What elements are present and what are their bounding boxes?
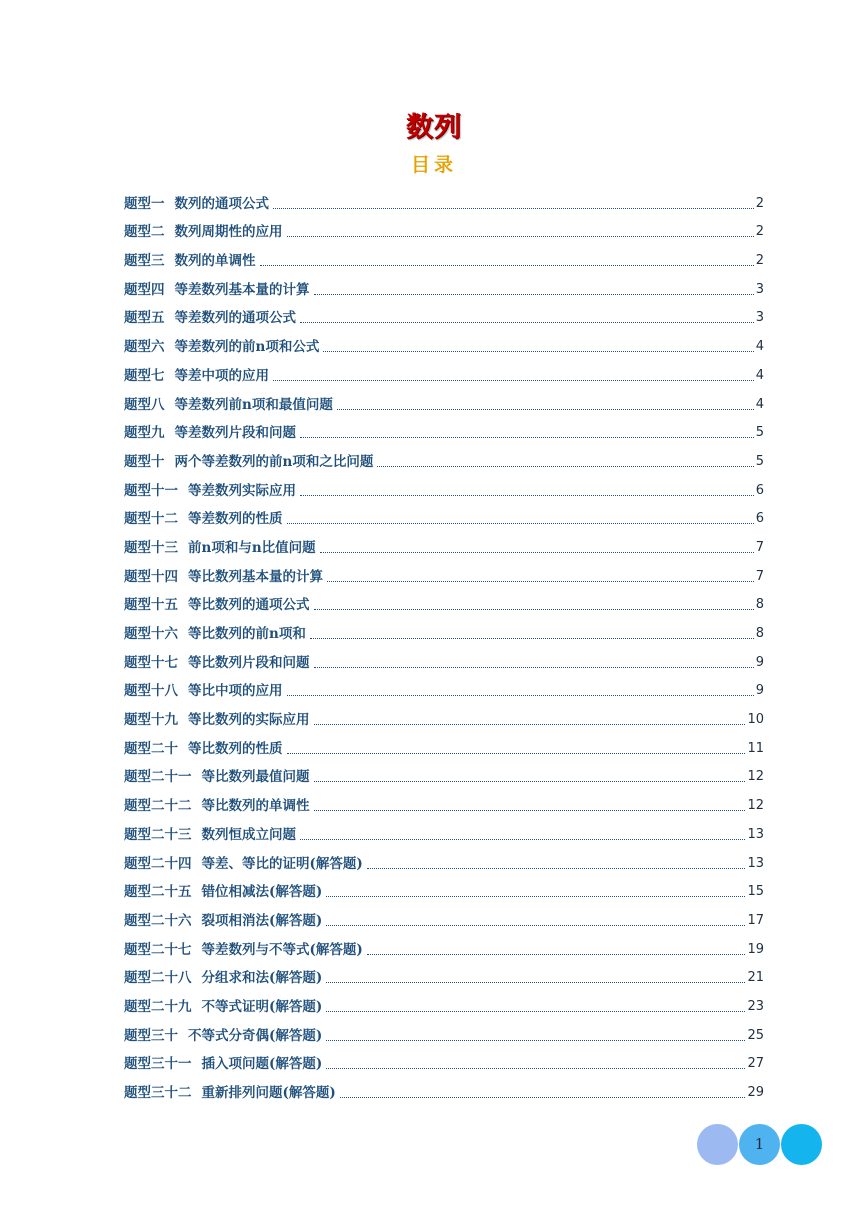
toc-entry-topic: 等比数列的性质 (188, 740, 283, 757)
toc-entry-label: 题型十二 (124, 511, 178, 528)
toc-dot-leader (300, 322, 754, 323)
toc-dot-leader (273, 380, 754, 381)
toc-entry-page: 9 (755, 683, 764, 699)
toc-entry-topic: 等比数列的通项公式 (188, 597, 310, 614)
toc-entry-label: 题型二十四 (124, 855, 192, 872)
toc-entry-page: 2 (755, 253, 764, 269)
toc-entry-label: 题型二 (124, 224, 165, 241)
toc-entry[interactable] (124, 643, 764, 672)
toc-entry-label: 题型二十三 (124, 826, 192, 843)
toc-entry-label: 题型十四 (124, 568, 178, 585)
toc-entry-page: 17 (747, 912, 764, 928)
toc-entry-label: 题型三十二 (124, 1085, 192, 1101)
toc-entry-page: 5 (755, 453, 764, 469)
toc-dot-leader (314, 781, 746, 782)
toc-dot-leader (314, 609, 754, 610)
toc-entry-page: 2 (755, 224, 764, 240)
toc-entry-topic: 插入项问题(解答题) (201, 1056, 323, 1073)
toc-entry-page: 27 (747, 1056, 764, 1072)
toc-dot-leader (314, 294, 754, 295)
page-number: 1 (754, 1135, 765, 1153)
toc-entry-label: 题型十八 (124, 683, 178, 700)
toc-entry-label: 题型九 (124, 425, 165, 442)
toc-entry-label: 题型三十 (124, 1027, 178, 1044)
toc-entry-page: 12 (747, 798, 764, 814)
toc-entry-topic: 等比中项的应用 (188, 683, 283, 700)
toc-entry-label: 题型十六 (124, 626, 178, 642)
toc-entry-page: 3 (755, 281, 764, 297)
toc-entry-label: 题型二十一 (124, 769, 192, 786)
toc-entry[interactable] (124, 557, 764, 586)
toc-entry-page: 13 (747, 826, 764, 842)
toc-dot-leader (320, 552, 754, 553)
toc-entry[interactable] (124, 672, 764, 701)
toc-entry-topic: 分组求和法(解答题) (201, 970, 323, 987)
toc-dot-leader (326, 925, 745, 926)
toc-entry[interactable] (124, 270, 764, 299)
toc-entry[interactable] (124, 213, 764, 242)
toc-dot-leader (273, 208, 754, 209)
toc-entry-page: 7 (755, 539, 764, 555)
toc-entry-page: 6 (755, 511, 764, 527)
toc-entry-topic: 等差数列的前n项和公式 (174, 339, 320, 356)
toc-dot-leader (287, 236, 754, 237)
toc-entry[interactable] (124, 873, 764, 902)
toc-entry-topic: 错位相减法(解答题) (201, 884, 323, 901)
toc-dot-leader (300, 495, 754, 496)
toc-entry-page: 23 (747, 998, 764, 1014)
toc-entry-label: 题型二十二 (124, 798, 192, 815)
toc-entry-topic: 数列的单调性 (174, 253, 256, 270)
toc-entry-label: 题型二十八 (124, 970, 192, 987)
toc-entry-topic: 等差、等比的证明(解答题) (201, 855, 363, 872)
toc-entry-topic: 等差数列与不等式(解答题) (201, 941, 363, 958)
toc-entry[interactable] (124, 327, 764, 356)
toc-entry[interactable] (124, 241, 764, 270)
toc-entry-label: 题型四 (124, 281, 165, 298)
badge-circle-left (697, 1124, 738, 1165)
toc-entry-topic: 等差数列前n项和最值问题 (174, 396, 333, 413)
toc-entry-label: 题型二十 (124, 740, 178, 757)
toc-entry-topic: 等比数列的前n项和 (188, 626, 306, 642)
toc-entry-label: 题型三 (124, 253, 165, 270)
toc-entry-label: 题型十七 (124, 654, 178, 671)
toc-entry-topic: 等比数列基本量的计算 (188, 568, 323, 585)
toc-entry-topic: 裂项相消法(解答题) (201, 912, 323, 929)
toc-entry-label: 题型十 (124, 453, 165, 470)
toc-entry-page: 12 (747, 769, 764, 785)
toc-entry-page: 7 (755, 568, 764, 584)
toc-entry[interactable] (124, 586, 764, 615)
toc-entry-topic: 不等式证明(解答题) (201, 998, 323, 1015)
toc-entry-page: 15 (747, 884, 764, 900)
toc-entry-page: 4 (755, 339, 764, 355)
toc-entry[interactable] (124, 356, 764, 385)
toc-entry[interactable] (124, 1073, 764, 1102)
toc-entry-page: 4 (755, 367, 764, 383)
toc-dot-leader (314, 667, 754, 668)
toc-dot-leader (326, 1068, 745, 1069)
toc-entry[interactable] (124, 1045, 764, 1074)
toc-dot-leader (367, 868, 746, 869)
toc-entry[interactable] (124, 700, 764, 729)
toc-dot-leader (260, 265, 754, 266)
toc-entry-page: 4 (755, 396, 764, 412)
toc-entry-page: 8 (755, 626, 764, 641)
toc-entry-page: 6 (755, 482, 764, 498)
toc-entry-topic: 不等式分奇偶(解答题) (188, 1027, 323, 1044)
toc-dot-leader (367, 954, 746, 955)
toc-dot-leader (287, 753, 746, 754)
toc-entry[interactable] (124, 614, 764, 643)
toc-entry[interactable] (124, 471, 764, 500)
toc-entry-label: 题型二十六 (124, 912, 192, 929)
toc-entry-label: 题型二十九 (124, 998, 192, 1015)
toc-entry-label: 题型十三 (124, 539, 178, 556)
toc-dot-leader (323, 351, 753, 352)
toc-entry-topic: 等比数列的单调性 (201, 798, 310, 815)
toc-entry[interactable] (124, 901, 764, 930)
toc-entry-label: 题型十一 (124, 482, 178, 499)
toc-entry-page: 8 (755, 597, 764, 613)
toc-entry[interactable] (124, 729, 764, 758)
toc-entry-label: 题型三十一 (124, 1056, 192, 1073)
toc-entry-label: 题型八 (124, 396, 165, 413)
toc-entry-topic: 两个等差数列的前n项和之比问题 (174, 453, 374, 470)
toc-entry[interactable] (124, 184, 764, 213)
toc-entry-topic: 等比数列最值问题 (201, 769, 310, 786)
toc-entry-page: 19 (747, 941, 764, 957)
toc-entry-topic: 等差数列实际应用 (188, 482, 296, 499)
toc-entry-topic: 等差数列基本量的计算 (174, 281, 310, 298)
toc-dot-leader (287, 695, 754, 696)
toc-entry-page: 11 (747, 740, 764, 756)
toc-entry[interactable] (124, 758, 764, 787)
toc-dot-leader (326, 896, 745, 897)
toc-entry-label: 题型一 (124, 195, 165, 212)
toc-entry-page: 9 (755, 654, 764, 670)
toc-entry-topic: 等差数列片段和问题 (174, 425, 296, 442)
toc-entry[interactable] (124, 414, 764, 443)
toc-dot-leader (287, 523, 754, 524)
toc-entry-topic: 等差中项的应用 (174, 367, 269, 384)
toc-entry[interactable] (124, 528, 764, 557)
toc-entry-topic: 等比数列的实际应用 (188, 712, 310, 729)
toc-entry-topic: 等比数列片段和问题 (188, 654, 310, 671)
page-number-badge (697, 1124, 823, 1166)
toc-dot-leader (327, 581, 754, 582)
toc-entry-topic: 数列周期性的应用 (174, 224, 283, 241)
toc-entry-label: 题型七 (124, 367, 165, 384)
toc-entry[interactable] (124, 442, 764, 471)
toc-entry[interactable] (124, 786, 764, 815)
toc-entry[interactable] (124, 815, 764, 844)
toc-entry-page: 25 (747, 1027, 764, 1043)
toc-entry-page: 3 (755, 310, 764, 326)
toc-entry-label: 题型十五 (124, 597, 178, 614)
toc-entry-label: 题型六 (124, 339, 165, 356)
toc-entry[interactable] (124, 299, 764, 328)
toc-dot-leader (300, 839, 745, 840)
toc-entry[interactable] (124, 500, 764, 529)
toc-entry-topic: 等差数列的性质 (188, 511, 283, 528)
toc-entry[interactable] (124, 959, 764, 988)
table-of-contents (124, 184, 764, 1102)
toc-entry-label: 题型五 (124, 310, 165, 327)
badge-circle-right (781, 1124, 822, 1165)
toc-entry-label: 题型十九 (124, 712, 178, 729)
toc-entry-page: 2 (755, 195, 764, 211)
toc-dot-leader (300, 437, 754, 438)
toc-dot-leader (314, 724, 746, 725)
toc-dot-leader (326, 982, 745, 983)
toc-dot-leader (326, 1011, 745, 1012)
toc-dot-leader (377, 466, 753, 467)
toc-dot-leader (310, 638, 754, 639)
toc-heading: 目录 (410, 154, 457, 176)
toc-entry[interactable] (124, 987, 764, 1016)
toc-entry[interactable] (124, 930, 764, 959)
toc-entry-topic: 数列的通项公式 (174, 195, 269, 212)
toc-entry-page: 13 (747, 855, 764, 871)
toc-dot-leader (340, 1097, 746, 1098)
toc-entry[interactable] (124, 385, 764, 414)
toc-entry-page: 10 (747, 712, 764, 728)
document-title: 数列 (406, 112, 462, 143)
toc-entry[interactable] (124, 1016, 764, 1045)
toc-entry-label: 题型二十五 (124, 884, 192, 901)
toc-dot-leader (337, 409, 754, 410)
toc-entry-label: 题型二十七 (124, 941, 192, 958)
toc-entry[interactable] (124, 844, 764, 873)
toc-dot-leader (314, 810, 746, 811)
toc-entry-topic: 等差数列的通项公式 (174, 310, 296, 327)
toc-entry-page: 29 (747, 1085, 764, 1100)
toc-dot-leader (326, 1040, 745, 1041)
toc-entry-topic: 前n项和与n比值问题 (188, 539, 316, 556)
toc-entry-topic: 重新排列问题(解答题) (201, 1085, 336, 1101)
toc-entry-topic: 数列恒成立问题 (201, 826, 296, 843)
toc-entry-page: 21 (747, 970, 764, 986)
toc-entry-page: 5 (755, 425, 764, 441)
